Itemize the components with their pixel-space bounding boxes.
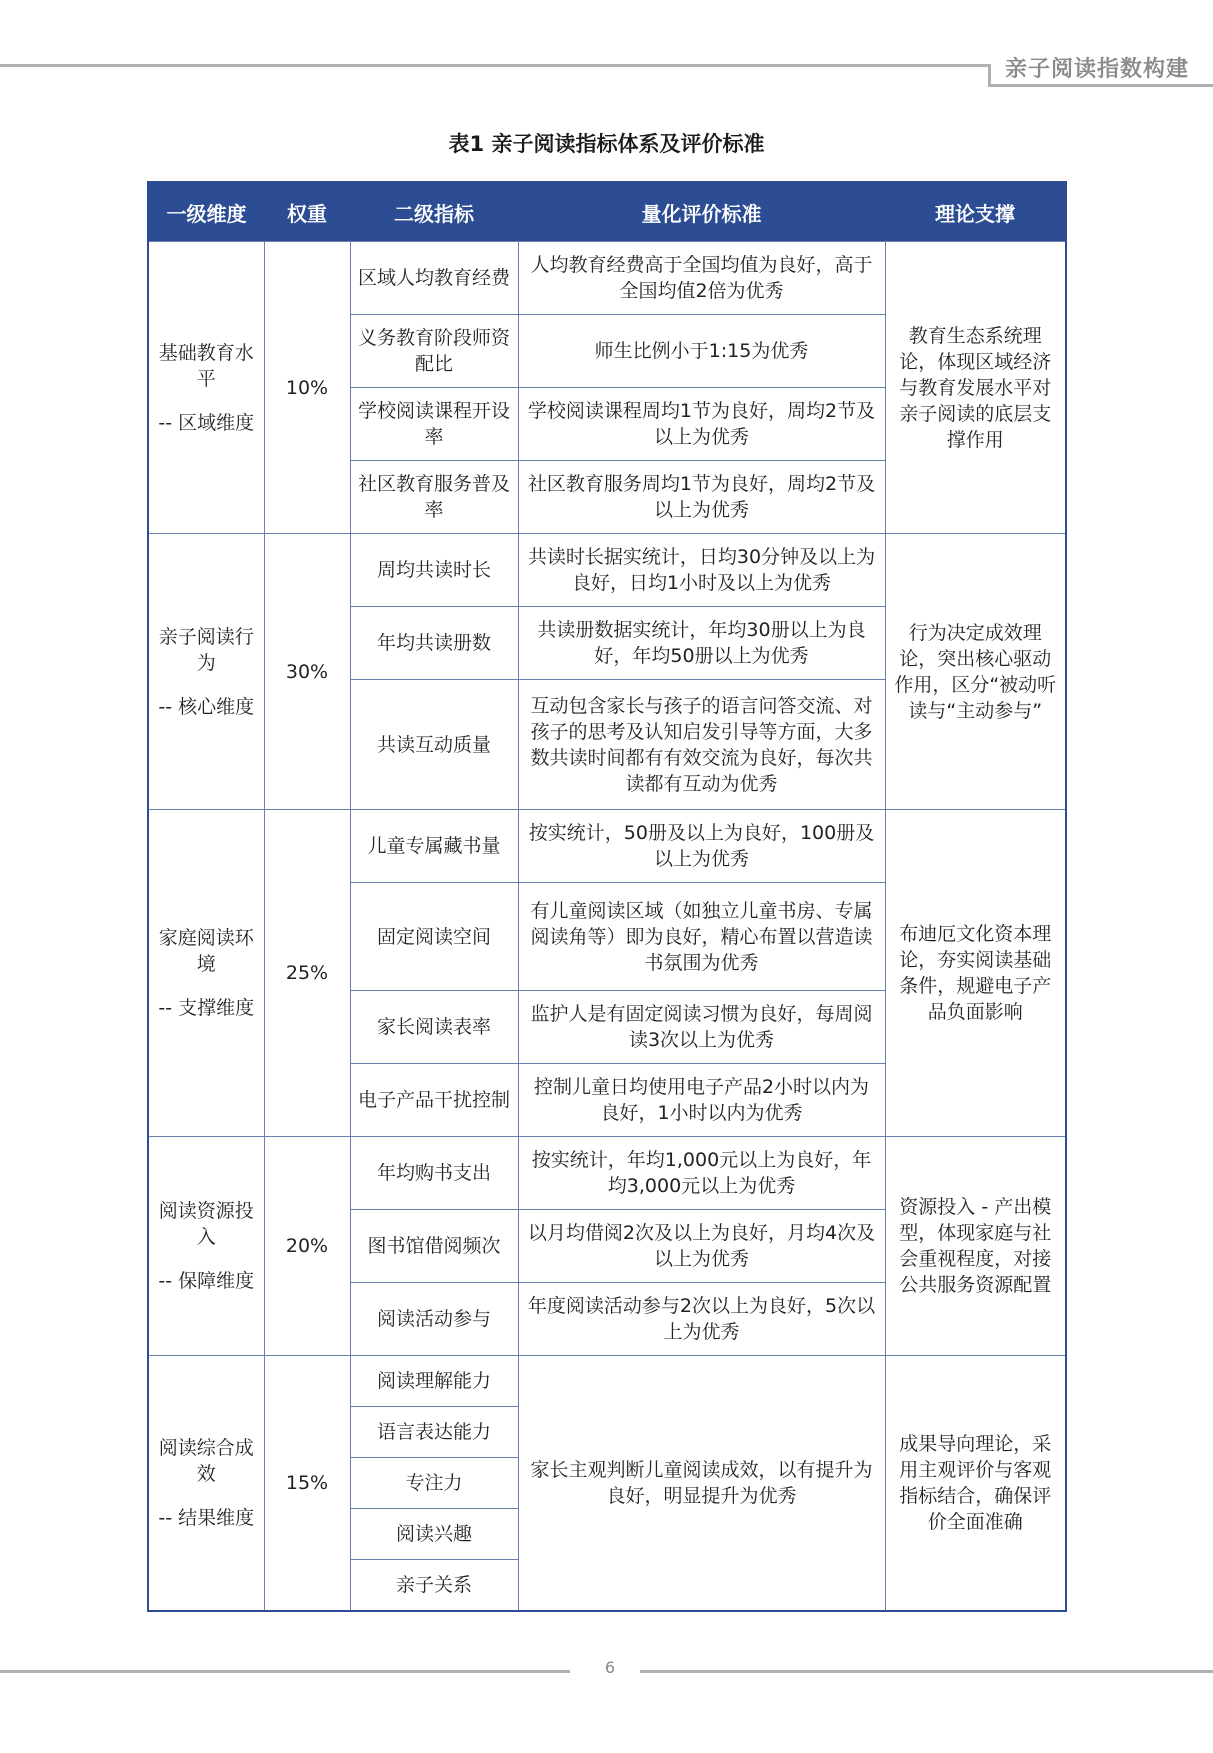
indicator-cell: 学校阅读课程开设率 <box>350 388 518 461</box>
standard-cell: 按实统计，年均1,000元以上为良好，年均3,000元以上为优秀 <box>518 1137 885 1210</box>
footer-rule-left <box>0 1670 570 1673</box>
indicator-cell: 亲子关系 <box>350 1560 518 1611</box>
standard-cell: 以月均借阅2次及以上为良好，月均4次及以上为优秀 <box>518 1210 885 1283</box>
standard-cell: 共读时长据实统计，日均30分钟及以上为良好，日均1小时及以上为优秀 <box>518 534 885 607</box>
dimension-sub: -- 结果维度 <box>158 1506 255 1529</box>
header-dimension: 一级维度 <box>148 182 264 242</box>
standard-cell: 共读册数据实统计，年均30册以上为良好，年均50册以上为优秀 <box>518 607 885 680</box>
standard-cell: 互动包含家长与孩子的语言问答交流、对孩子的思考及认知启发引导等方面，大多数共读时间都有有效交流为良好，每次共读都有互动为优秀 <box>518 680 885 810</box>
dimension-sub: -- 区域维度 <box>158 411 255 434</box>
theory-cell: 教育生态系统理论，体现区域经济与教育发展水平对亲子阅读的底层支撑作用 <box>885 242 1066 534</box>
standard-cell: 有儿童阅读区域（如独立儿童书房、专属阅读角等）即为良好，精心布置以营造读书氛围为优秀 <box>518 883 885 991</box>
standard-cell: 年度阅读活动参与2次以上为良好，5次以上为优秀 <box>518 1283 885 1356</box>
dimension-name: 阅读资源投入 <box>158 1200 254 1248</box>
dimension-sub: -- 支撑维度 <box>158 997 255 1019</box>
table-row <box>148 1356 1066 1407</box>
indicator-cell: 图书馆借阅频次 <box>350 1210 518 1283</box>
dimension-name: 基础教育水平 <box>158 341 254 390</box>
weight-cell: 25% <box>264 810 350 1137</box>
indicator-cell: 区域人均教育经费 <box>350 242 518 315</box>
standard-cell: 控制儿童日均使用电子产品2小时以内为良好，1小时以内为优秀 <box>518 1064 885 1137</box>
dimension-sub: -- 保障维度 <box>158 1270 255 1292</box>
table-row <box>148 534 1066 607</box>
weight-cell: 30% <box>264 534 350 810</box>
standard-cell: 学校阅读课程周均1节为良好，周均2节及以上为优秀 <box>518 388 885 461</box>
dimension-cell <box>148 1137 264 1356</box>
indicator-cell: 周均共读时长 <box>350 534 518 607</box>
header-standard: 量化评价标准 <box>518 182 885 242</box>
dimension-name: 亲子阅读行为 <box>158 625 254 674</box>
standard-cell: 监护人是有固定阅读习惯为良好，每周阅读3次以上为优秀 <box>518 991 885 1064</box>
footer-rule-right <box>640 1670 1213 1673</box>
indicator-cell: 共读互动质量 <box>350 680 518 810</box>
indicator-cell: 家长阅读表率 <box>350 991 518 1064</box>
indicator-cell: 语言表达能力 <box>350 1407 518 1458</box>
table-row <box>148 242 1066 315</box>
indicator-table <box>147 181 1067 1612</box>
standard-cell: 社区教育服务周均1节为良好，周均2节及以上为优秀 <box>518 461 885 534</box>
header-rule-right <box>988 84 1213 87</box>
theory-cell: 资源投入 - 产出模型，体现家庭与社会重视程度，对接公共服务资源配置 <box>885 1137 1066 1356</box>
indicator-cell: 电子产品干扰控制 <box>350 1064 518 1137</box>
header-rule <box>0 64 990 67</box>
weight-cell: 15% <box>264 1356 350 1611</box>
indicator-cell: 年均共读册数 <box>350 607 518 680</box>
standard-cell: 师生比例小于1:15为优秀 <box>518 315 885 388</box>
header-weight: 权重 <box>264 182 350 242</box>
indicator-cell: 年均购书支出 <box>350 1137 518 1210</box>
indicator-cell: 阅读活动参与 <box>350 1283 518 1356</box>
header-theory: 理论支撑 <box>885 182 1066 242</box>
dimension-cell <box>148 810 264 1137</box>
dimension-sub: -- 核心维度 <box>158 695 255 718</box>
weight-cell: 20% <box>264 1137 350 1356</box>
indicator-cell: 阅读理解能力 <box>350 1356 518 1407</box>
table-caption: 表1 亲子阅读指标体系及评价标准 <box>448 132 765 156</box>
dimension-name: 家庭阅读环境 <box>158 927 254 975</box>
header-rule-tick <box>988 64 991 86</box>
dimension-cell <box>148 534 264 810</box>
indicator-cell: 固定阅读空间 <box>350 883 518 991</box>
standard-cell: 按实统计，50册及以上为良好，100册及以上为优秀 <box>518 810 885 883</box>
indicator-cell: 专注力 <box>350 1458 518 1509</box>
theory-cell: 行为决定成效理论，突出核心驱动作用，区分“被动听读与“主动参与” <box>885 534 1066 810</box>
indicator-cell: 义务教育阶段师资配比 <box>350 315 518 388</box>
indicator-cell: 社区教育服务普及率 <box>350 461 518 534</box>
table-row <box>148 810 1066 883</box>
indicator-cell: 阅读兴趣 <box>350 1509 518 1560</box>
running-header-title: 亲子阅读指数构建 <box>1004 57 1189 82</box>
table-row <box>148 1137 1066 1210</box>
page-number: 6 <box>604 1658 616 1677</box>
header-indicator: 二级指标 <box>350 182 518 242</box>
indicator-cell: 儿童专属藏书量 <box>350 810 518 883</box>
table-header-row <box>148 182 1066 242</box>
standard-cell: 家长主观判断儿童阅读成效，以有提升为良好，明显提升为优秀 <box>518 1356 885 1611</box>
theory-cell: 布迪厄文化资本理论，夯实阅读基础条件，规避电子产品负面影响 <box>885 810 1066 1137</box>
standard-cell: 人均教育经费高于全国均值为良好，高于全国均值2倍为优秀 <box>518 242 885 315</box>
theory-cell: 成果导向理论，采用主观评价与客观指标结合，确保评价全面准确 <box>885 1356 1066 1611</box>
dimension-name: 阅读综合成效 <box>158 1436 254 1485</box>
weight-cell: 10% <box>264 242 350 534</box>
dimension-cell <box>148 242 264 534</box>
dimension-cell <box>148 1356 264 1611</box>
